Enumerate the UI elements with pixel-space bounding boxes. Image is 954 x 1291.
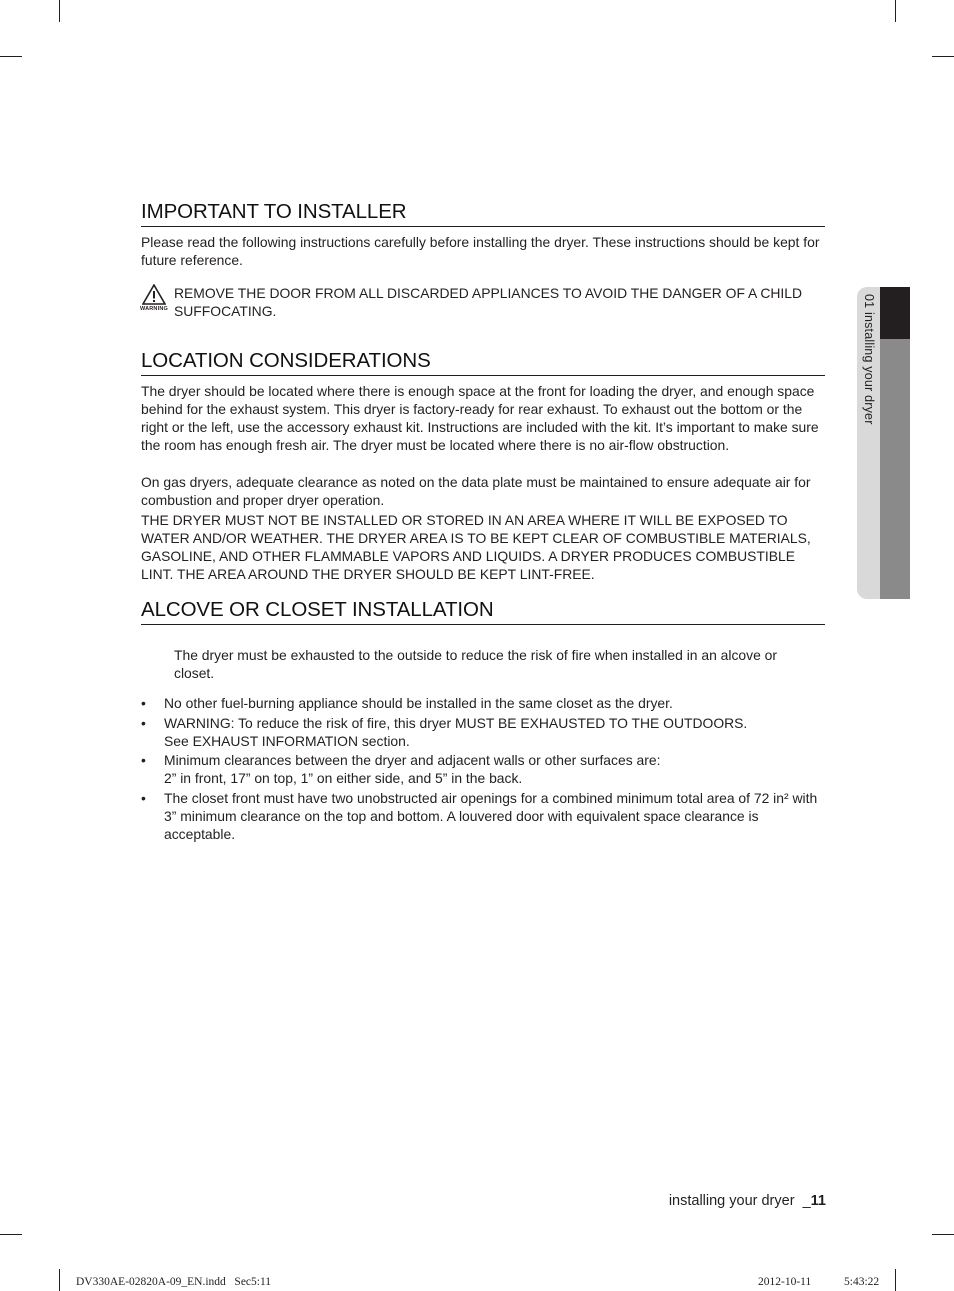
chapter-tab-label: 01 installing your dryer — [862, 294, 876, 425]
list-item — [141, 694, 825, 712]
footer-text: installing your dryer _ — [668, 1193, 811, 1209]
crop-mark — [895, 0, 896, 22]
bullet-marker: • — [141, 714, 146, 731]
crop-mark — [932, 1234, 954, 1235]
bullet-text-continued: See EXHAUST INFORMATION section. — [164, 732, 410, 749]
chapter-tab-bar — [880, 339, 910, 599]
slug-time: 5:43:22 — [844, 1276, 880, 1288]
location-paragraph-1: The dryer should be located where there is enough space at the front for loading the dryer, and enough space behind for the exhaust system. This dryer is factory-ready for rear exhaust. To exhaust out the bottom or the right or the left, use the accessory exhaust kit. Instructions are included with the kit. It’s important to make sure the room has enough fresh air. The dryer must be located where there is no air-flow obstruction. — [141, 383, 819, 453]
page-footer — [560, 1193, 826, 1209]
list-item — [141, 714, 825, 750]
bullet-marker: • — [141, 752, 146, 768]
bullet-text-continued: 2” in front, 17” on top, 1” on either side, and 5” in the back. — [164, 770, 523, 786]
section-heading-location: LOCATION CONSIDERATIONS — [141, 349, 825, 376]
bullet-text: Minimum clearances between the dryer and adjacent walls or other surfaces are: — [164, 752, 661, 768]
slug-date: 2012-10-11 — [758, 1276, 812, 1288]
alcove-bullet-list — [141, 694, 825, 844]
slug-filename: DV330AE-02820A-09_EN.indd Sec5:11 — [76, 1276, 272, 1288]
bullet-marker: • — [141, 695, 146, 711]
crop-mark — [932, 56, 954, 57]
warning-label: WARNING — [140, 306, 168, 312]
section-heading-important: IMPORTANT TO INSTALLER — [141, 200, 825, 227]
crop-mark — [0, 56, 22, 57]
alcove-intro: The dryer must be exhausted to the outside to reduce the risk of fire when installed in an alcove or closet. — [174, 647, 778, 681]
list-item — [141, 751, 825, 787]
important-paragraph: Please read the following instructions carefully before installing the dryer. These instructions should be kept for future reference. — [141, 234, 820, 268]
section-heading-alcove: ALCOVE OR CLOSET INSTALLATION — [141, 598, 825, 625]
crop-mark — [895, 1269, 896, 1291]
crop-mark — [59, 0, 60, 22]
warning-icon — [136, 284, 172, 314]
bullet-marker: • — [141, 789, 146, 806]
bullet-text: WARNING: To reduce the risk of fire, this dryer MUST BE EXHAUSTED TO THE OUTDOORS. — [164, 714, 748, 731]
location-paragraph-2: On gas dryers, adequate clearance as noted on the data plate must be maintained to ensure adequate air for combustion and proper dryer operation. — [141, 474, 811, 508]
crop-mark — [0, 1234, 22, 1235]
list-item — [141, 789, 825, 843]
bullet-text: No other fuel-burning appliance should be installed in the same closet as the dryer. — [164, 695, 673, 711]
crop-mark — [59, 1269, 60, 1291]
chapter-tab-marker — [880, 287, 910, 339]
location-paragraph-3: THE DRYER MUST NOT BE INSTALLED OR STORED IN AN AREA WHERE IT WILL BE EXPOSED TO WATER AND/OR WEATHER. THE DRYER AREA IS TO BE KEPT CLEAR OF COMBUSTIBLE MATERIALS, GASOLINE, AND OTHER FLAMMABLE VAPORS AND LIQUIDS. A DRYER PRODUCES COMBUSTIBLE LINT. THE AREA AROUND THE DRYER SHOULD BE KEPT LINT-FREE. — [141, 512, 811, 582]
warning-text: REMOVE THE DOOR FROM ALL DISCARDED APPLIANCES TO AVOID THE DANGER OF A CHILD SUFFOCATING. — [174, 285, 803, 319]
page-number: 11 — [810, 1193, 826, 1209]
bullet-text: The closet front must have two unobstructed air openings for a combined minimum total area of 72 in² with 3” minimum clearance on the top and bottom. A louvered door with equivalent space clearance is acceptable. — [164, 789, 818, 842]
